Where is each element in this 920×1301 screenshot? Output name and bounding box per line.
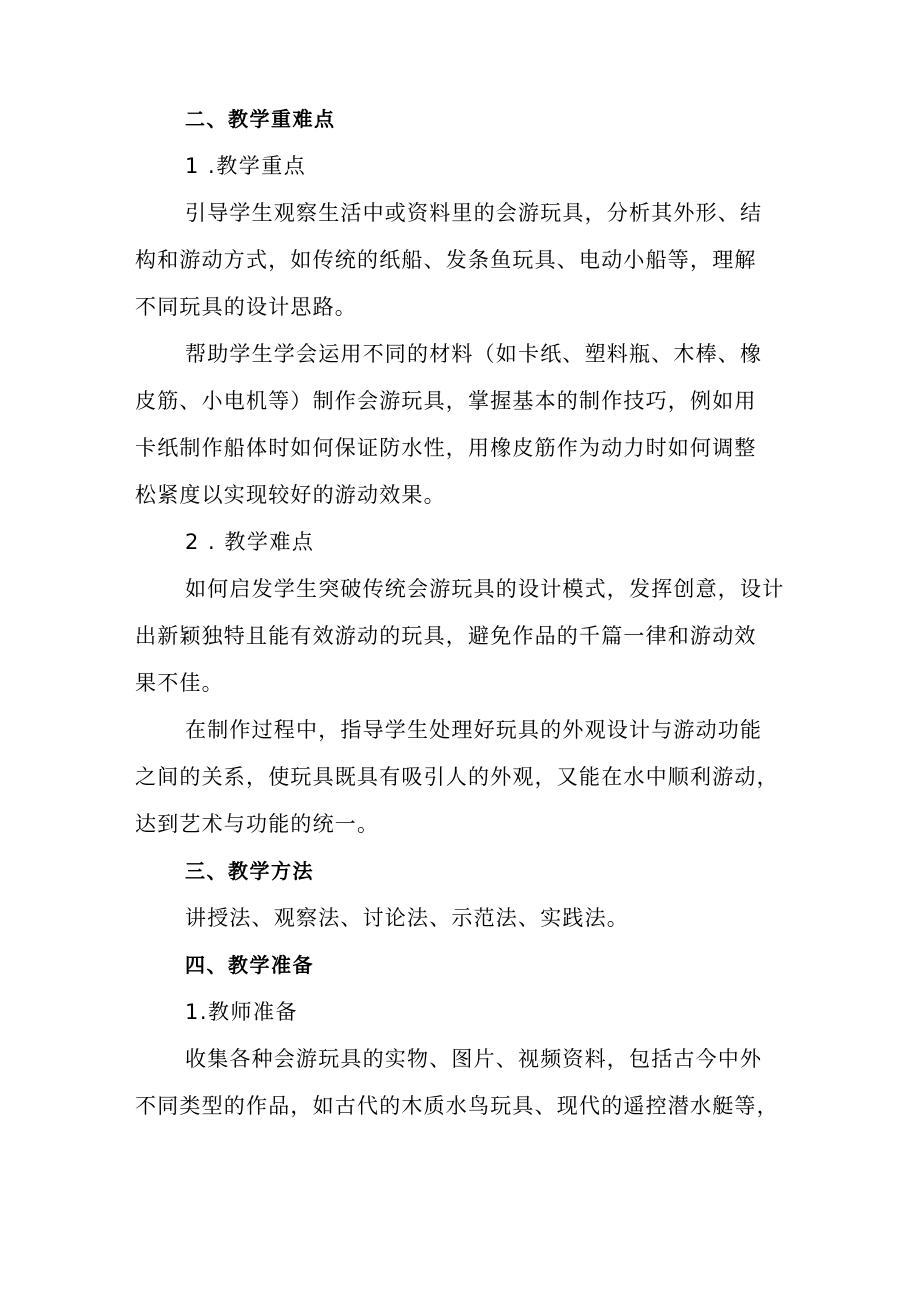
paragraph-line: 卡纸制作船体时如何保证防水性，用橡皮筋作为动力时如何调整 [135,436,757,460]
paragraph-line: 不同玩具的设计思路。 [135,295,357,319]
paragraph-line: 收集各种会游玩具的实物、图片、视频资料，包括古今中外 [185,1047,763,1071]
subheading-teacher-preparation: 1.教师准备 [185,1000,299,1024]
section-heading-teaching-preparation: 四、教学准备 [185,953,314,977]
document-body [135,96,790,1130]
paragraph-line: 如何启发学生突破传统会游玩具的设计模式，发挥创意，设计 [185,577,785,601]
section-heading-teaching-methods: 三、教学方法 [185,859,314,883]
paragraph-line: 之间的关系，使玩具既具有吸引人的外观，又能在水中顺利游动， [135,765,779,789]
paragraph-line: 果不佳。 [135,671,224,695]
section-heading-key-difficult-points: 二、教学重难点 [185,107,336,131]
paragraph-line: 出新颖独特且能有效游动的玩具，避免作品的千篇一律和游动效 [135,624,757,648]
subheading-difficult-points: 2 . 教学难点 [185,530,315,554]
paragraph-line: 引导学生观察生活中或资料里的会游玩具，分析其外形、结 [185,201,763,225]
subheading-key-points: 1 .教学重点 [185,154,307,178]
paragraph-line: 在制作过程中，指导学生处理好玩具的外观设计与游动功能 [185,718,763,742]
paragraph-line: 松紧度以实现较好的游动效果。 [135,483,446,507]
paragraph-line: 皮筋、小电机等）制作会游玩具，掌握基本的制作技巧，例如用 [135,389,757,413]
paragraph-line: 构和游动方式，如传统的纸船、发条鱼玩具、电动小船等，理解 [135,248,757,272]
paragraph-line: 达到艺术与功能的统一。 [135,812,380,836]
paragraph-line: 不同类型的作品，如古代的木质水鸟玩具、现代的遥控潜水艇等， [135,1094,779,1118]
paragraph-line: 讲授法、观察法、讨论法、示范法、实践法。 [185,906,629,930]
paragraph-line: 帮助学生学会运用不同的材料（如卡纸、塑料瓶、木棒、橡 [185,342,763,366]
